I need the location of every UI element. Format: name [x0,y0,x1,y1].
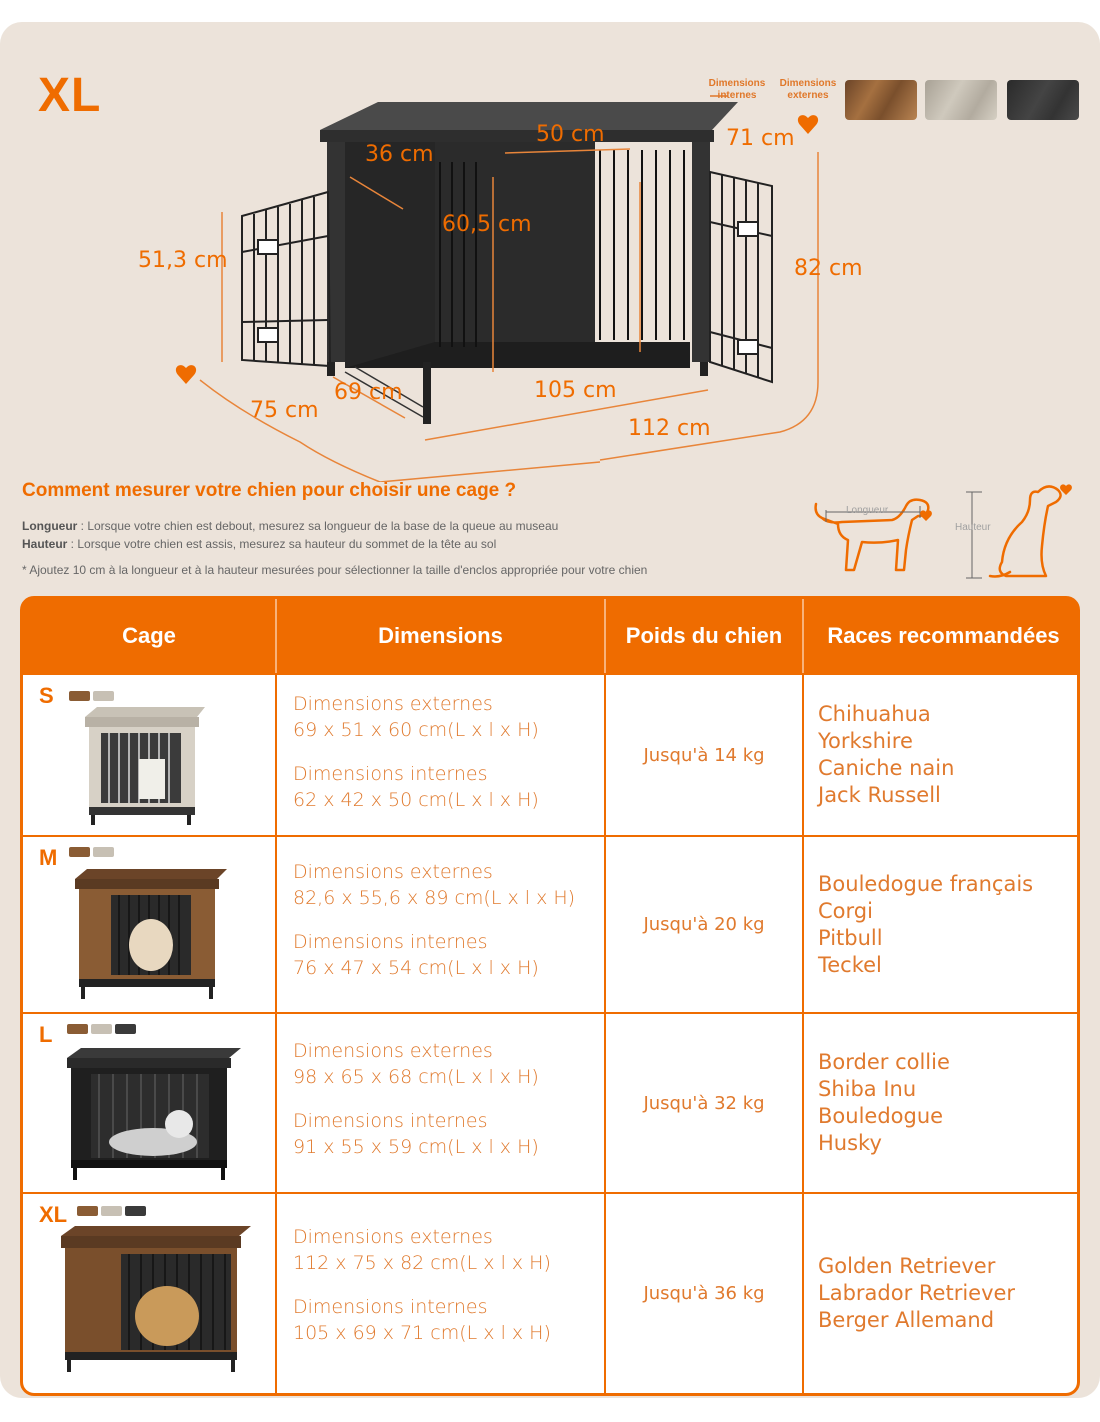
mini-swatch-greige [101,1206,122,1216]
measure-int-width: 50 cm [536,122,605,147]
measure-int-length: 105 cm [534,378,617,403]
size-letter: S [39,683,54,708]
legend-heart-icon [798,115,818,134]
int-value: 91 x 55 x 59 cm(L x l x H) [293,1136,539,1158]
table-row-m [23,837,1077,1012]
right-door [710,172,772,382]
legend-external: Dimensions externes [779,78,837,101]
weight-cell [606,675,802,835]
ext-label: Dimensions externes [293,861,493,883]
weight-cell [606,837,802,1012]
int-label: Dimensions internes [293,1296,488,1318]
header-dimensions: Dimensions [378,623,503,648]
mini-swatch-greige [93,847,114,857]
dimensions-cell [277,837,604,1012]
measure-ext-height: 82 cm [794,256,863,281]
howto-length-text: : Lorsque votre chien est debout, mesurez sa longueur de la base de la queue au museau [77,519,559,533]
weight-cell [606,1194,802,1393]
howto-note: * Ajoutez 10 cm à la longueur et à la hauteur mesurées pour sélectionner la taille d'enclos appropriée pour votre chien [22,563,648,577]
size-letter: XL [39,1202,68,1227]
int-value: 76 x 47 x 54 cm(L x l x H) [293,957,539,979]
ext-value: 82,6 x 55,6 x 89 cm(L x l x H) [293,887,576,909]
breed-item: Husky [818,1131,882,1155]
breed-item: Yorkshire [818,729,913,753]
mini-swatch-dark [125,1206,146,1216]
breeds-cell [804,1194,1080,1393]
breed-item: Corgi [818,898,873,923]
table-row-s [23,675,1077,835]
int-label: Dimensions internes [293,1110,488,1132]
heart-icon [176,365,196,384]
breed-item: Chihuahua [818,702,931,726]
cage-cell [23,1014,275,1192]
howto-length [22,519,558,533]
mini-swatch-rustic [69,847,90,857]
crate-image-l [63,1046,243,1182]
cage-cell [23,1194,275,1393]
header-cage: Cage [122,623,176,648]
breed-item: Golden Retriever [818,1254,996,1278]
mini-swatch-greige [91,1024,112,1034]
breed-item: Border collie [818,1050,950,1074]
header-weight: Poids du chien [625,623,783,648]
breed-item: Berger Allemand [818,1308,995,1332]
breed-item: Teckel [818,952,882,977]
dimensions-cell [277,675,604,835]
measure-int-height: 60,5 cm [442,212,532,237]
crate-image-s [79,703,209,827]
int-value: 105 x 69 x 71 cm(L x l x H) [293,1322,551,1344]
measure-int-height-2: 71 cm [726,126,795,151]
product-panel [0,22,1100,1398]
table-row-l [23,1014,1077,1192]
breeds-cell [804,837,1080,1012]
measure-ext-depth: 75 cm [250,398,319,423]
mini-swatches [69,691,114,701]
mini-swatch-rustic [69,691,90,701]
weight-value: Jusqu'à 36 kg [643,1283,765,1304]
ext-label: Dimensions externes [293,693,493,715]
weight-value: Jusqu'à 20 kg [643,914,765,935]
size-letter: M [39,845,58,870]
ext-value: 98 x 65 x 68 cm(L x l x H) [293,1066,539,1088]
measure-ext-length: 112 cm [628,416,711,441]
breeds-cell [804,675,1080,835]
crate-image-xl [57,1224,253,1374]
ext-label: Dimensions externes [293,1226,493,1248]
dog-standing-icon [808,472,948,582]
legend-internal: Dimensions internes [708,78,766,101]
table-header [23,599,1077,673]
mini-swatches [67,1024,136,1034]
size-title: XL [38,69,102,122]
dog-height-label: Hauteur [955,522,991,533]
howto-height-text: : Lorsque votre chien est assis, mesurez sa hauteur du sommet de la tête au sol [67,537,497,551]
howto-height-label: Hauteur [22,537,68,551]
mini-swatch-dark [115,1024,136,1034]
ext-value: 69 x 51 x 60 cm(L x l x H) [293,719,539,741]
measure-door-height: 51,3 cm [138,248,228,273]
table-row-xl [23,1194,1077,1393]
weight-value: Jusqu'à 32 kg [643,1092,765,1114]
size-letter: L [39,1022,53,1047]
mini-swatches [77,1206,146,1216]
howto-height [22,537,496,551]
int-value: 62 x 42 x 50 cm(L x l x H) [293,789,539,811]
breed-item: Bouledogue français [818,871,1034,896]
breed-item: Caniche nain [818,756,955,780]
left-door [242,192,330,366]
weight-value: Jusqu'à 14 kg [643,744,765,766]
dimensions-cell [277,1014,604,1192]
ext-value: 112 x 75 x 82 cm(L x l x H) [293,1252,551,1274]
mini-swatch-rustic [67,1024,88,1034]
measure-int-depth-2: 69 cm [334,380,403,405]
weight-cell [606,1014,802,1192]
mini-swatches [69,847,114,857]
breed-item: Bouledogue [818,1104,944,1128]
int-label: Dimensions internes [293,763,488,785]
breed-item: Pitbull [818,925,883,950]
breed-item: Shiba Inu [818,1077,917,1101]
breeds-cell [804,1014,1080,1192]
ext-label: Dimensions externes [293,1040,493,1062]
breed-item: Jack Russell [818,783,941,807]
dog-length-label: Longueur [846,505,889,516]
howto-length-label: Longueur [22,519,78,533]
crate-image-m [71,867,231,1001]
int-label: Dimensions internes [293,931,488,953]
measure-int-depth: 36 cm [365,142,434,167]
breed-item: Labrador Retriever [818,1281,1016,1305]
header-breeds: Races recommandées [827,623,1060,648]
size-table [20,596,1080,1396]
mini-swatch-rustic [77,1206,98,1216]
cage-cell [23,675,275,835]
dimensions-cell [277,1194,604,1393]
mini-swatch-greige [93,691,114,701]
cage-cell [23,837,275,1012]
howto-title: Comment mesurer votre chien pour choisir une cage ? [22,480,517,501]
